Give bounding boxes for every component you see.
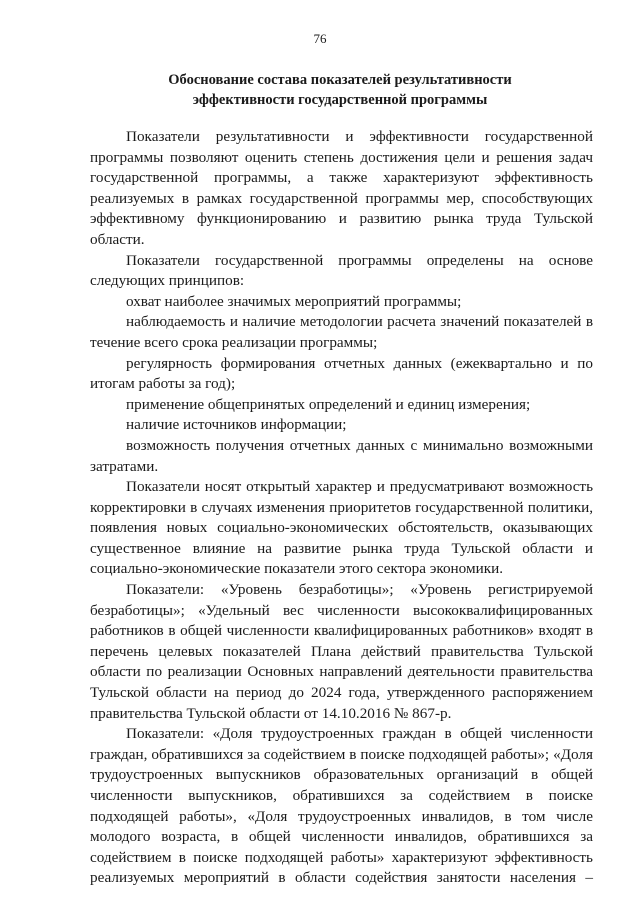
principle-item: применение общепринятых определений и единиц измерения;	[126, 395, 531, 413]
page-number: 76	[313, 31, 327, 46]
paragraph-intro: Показатели результативности и эффективности государственной программы позволяют оценить степень достижения цели и решения задач государственной программы, а также характеризуют эффективность реализуемых в рамках государственной программы мер, способствующих эффективному функционированию и развитию рынка труда Тульской области.	[90, 128, 593, 248]
paragraph-employment-indicators: Показатели: «Доля трудоустроенных граждан в общей численности граждан, обратившихся за содействием в поиске подходящей работы»; «Доля трудоустроенных выпускников образовательных организаций в общей численности выпускников, обратившихся за содействием в поиске подходящей работы», «Доля трудоустроенных инвалидов, в том числе молодого возраста, в общей численности инвалидов, обратившихся за содействием в поиске подходящей работы» характеризуют эффективность реализуемых мероприятий в области содействия занятости населения –	[90, 725, 593, 887]
principle-item: регулярность формирования отчетных данных (ежеквартально и по итогам работы за год);	[90, 354, 593, 393]
paragraph-open-character: Показатели носят открытый характер и предусматривают возможность корректировки в случаях изменения приоритетов государственной политики, появления новых социально-экономических обстоятельств, оказывающих существенное влияние на развитие рынка труда Тульской области и социально-экономические показатели этого сектора экономики.	[90, 478, 593, 578]
section-title-line-1: Обоснование состава показателей результативности	[168, 72, 512, 88]
paragraph-principles: Показатели государственной программы определены на основе следующих принципов:	[90, 251, 593, 290]
principle-item: охват наиболее значимых мероприятий программы;	[126, 292, 462, 310]
section-title	[90, 70, 590, 110]
principle-item: наличие источников информации;	[126, 416, 347, 434]
body-text	[90, 127, 593, 889]
section-title-line-2: эффективности государственной программы	[192, 92, 488, 108]
paragraph-target-indicators: Показатели: «Уровень безработицы»; «Уровень регистрируемой безработицы»; «Удельный вес численности высококвалифицированных работников в общей численности квалифицированных работников» входят в перечень целевых показателей Плана действий правительства Тульской области по реализации Основных направлений деятельности правительства Тульской области на период до 2024 года, утвержденного распоряжением правительства Тульской области от 14.10.2016 № 867-р.	[90, 581, 593, 722]
principle-item: возможность получения отчетных данных с минимально возможными затратами.	[90, 436, 593, 475]
principle-item: наблюдаемость и наличие методологии расчета значений показателей в течение всего срока реализации программы;	[90, 313, 593, 351]
